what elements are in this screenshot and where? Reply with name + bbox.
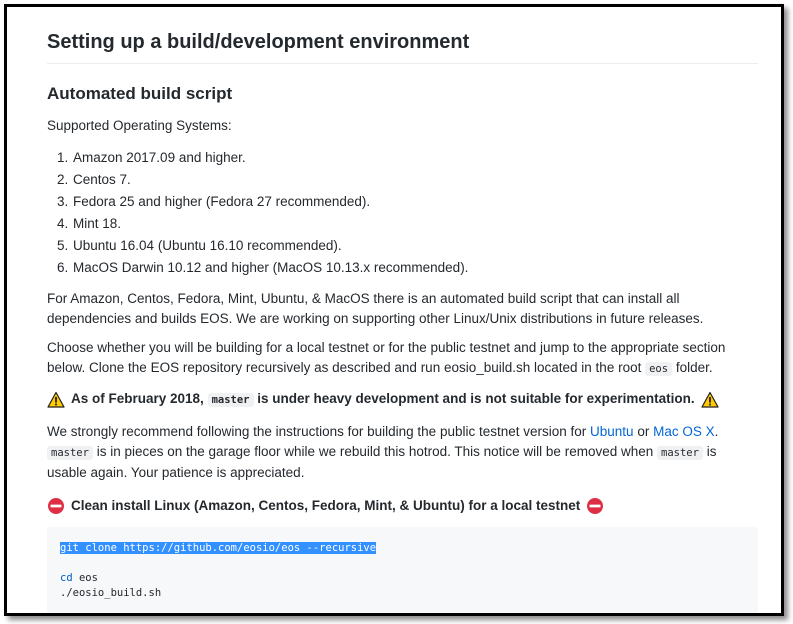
no-entry-icon bbox=[47, 497, 65, 515]
choose-text-after: folder. bbox=[672, 359, 713, 375]
code-line bbox=[60, 541, 745, 556]
code-keyword: cd bbox=[60, 572, 73, 584]
inline-code-eos: eos bbox=[645, 362, 672, 376]
no-entry-icon bbox=[586, 497, 604, 515]
inline-code-master: master bbox=[657, 446, 703, 460]
recommend-text: is usable again. Your patience is appreciated. bbox=[47, 443, 717, 480]
recommend-text: is in pieces on the garage floor while we rebuild this hotrod. This notice will be removed when bbox=[92, 443, 657, 459]
warning-notice bbox=[47, 389, 719, 410]
code-line: ./eosio_build.sh bbox=[60, 587, 162, 599]
warning-text bbox=[71, 389, 695, 410]
list-item: MacOS Darwin 10.12 and higher (MacOS 10.13.x recommended). bbox=[73, 260, 469, 275]
warning-text-before: As of February 2018, bbox=[71, 391, 208, 406]
ubuntu-link[interactable]: Ubuntu bbox=[590, 424, 634, 439]
code-line-blank bbox=[60, 556, 745, 571]
recommend-text: . bbox=[714, 424, 719, 439]
list-item: Fedora 25 and higher (Fedora 27 recommended). bbox=[73, 194, 371, 209]
inline-code-master: master bbox=[47, 446, 93, 460]
recommend-text: We strongly recommend following the instructions for building the public testnet version for bbox=[47, 424, 591, 439]
warning-icon bbox=[47, 391, 65, 409]
automated-paragraph: For Amazon, Centos, Fedora, Mint, Ubuntu, & MacOS there is an automated build script that can install all dependencies and builds EOS. We are working on supporting other Linux/Unix distributions in future releases. bbox=[47, 291, 704, 326]
list-item: Ubuntu 16.04 (Ubuntu 16.10 recommended). bbox=[73, 238, 342, 253]
document-frame bbox=[4, 4, 784, 616]
page-title: Setting up a build/development environment bbox=[47, 29, 758, 64]
code-block[interactable] bbox=[47, 527, 758, 616]
warning-text-after: is under heavy development and is not suitable for experimentation. bbox=[253, 391, 695, 406]
selected-code-text[interactable]: git clone https://github.com/eosio/eos --recursive bbox=[60, 542, 377, 554]
inline-code-master: master bbox=[208, 393, 254, 407]
choose-text-before: Choose whether you will be building for a local testnet or for the public testnet and jump to the appropriate section below. Clone the EOS repository recursively as described and run eosio_build.sh located in the root bbox=[47, 340, 726, 375]
warning-icon bbox=[701, 391, 719, 409]
choose-paragraph bbox=[47, 338, 758, 379]
list-item: Mint 18. bbox=[73, 216, 122, 231]
section-heading: Automated build script bbox=[47, 84, 233, 103]
os-list bbox=[47, 147, 468, 279]
list-item: Amazon 2017.09 and higher. bbox=[73, 150, 246, 165]
code-line bbox=[60, 571, 745, 586]
list-item: Centos 7. bbox=[73, 172, 131, 187]
clean-install-text: Clean install Linux (Amazon, Centos, Fedora, Mint, & Ubuntu) for a local testnet bbox=[71, 498, 581, 513]
macos-link[interactable]: Mac OS X bbox=[653, 424, 715, 439]
recommend-text: or bbox=[633, 424, 654, 439]
recommend-paragraph bbox=[47, 422, 758, 483]
clean-install-heading bbox=[47, 496, 604, 516]
supported-os-label: Supported Operating Systems: bbox=[47, 118, 232, 133]
code-text: eos bbox=[72, 572, 98, 584]
